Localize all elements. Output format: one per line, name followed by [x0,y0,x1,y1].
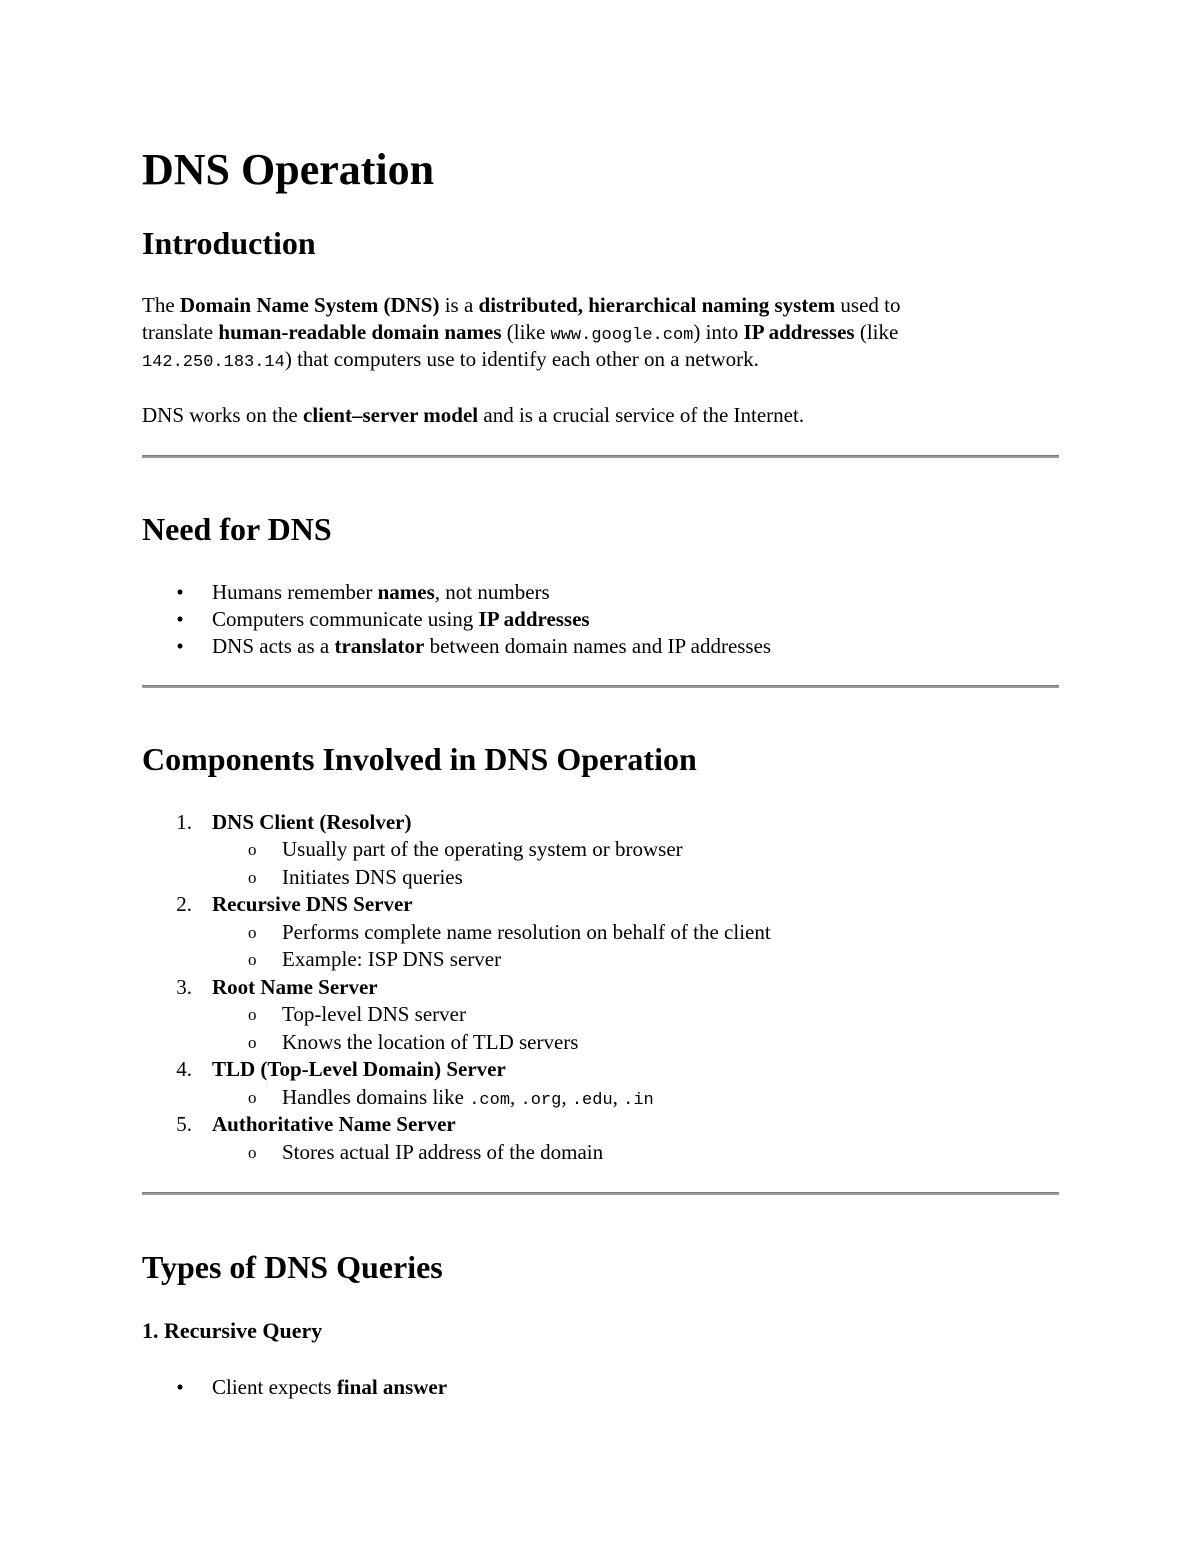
recursive-query-heading: 1. Recursive Query [142,1318,323,1343]
bullet-icon: • [176,634,184,658]
circle-bullet-icon: o [248,868,257,887]
bullet-icon: • [176,607,184,631]
circle-bullet-icon: o [248,840,257,859]
components-heading: Components Involved in DNS Operation [142,741,697,777]
need-heading: Need for DNS [142,511,332,547]
divider [142,685,1059,688]
bullet-icon: • [176,1375,184,1399]
bullet-icon: • [176,580,184,604]
intro-paragraph-line-2: translate human-readable domain names (like www.google.com) into IP addresses (like [142,320,899,345]
divider [142,455,1059,458]
intro-paragraph-2: DNS works on the client–server model and is a crucial service of the Internet. [142,403,805,427]
circle-bullet-icon: o [248,1143,257,1162]
intro-paragraph-line-1: The Domain Name System (DNS) is a distributed, hierarchical naming system used to [142,293,901,317]
circle-bullet-icon: o [248,1033,257,1052]
page-title: DNS Operation [142,145,435,194]
intro-paragraph-line-3: 142.250.183.14) that computers use to identify each other on a network. [142,347,759,372]
circle-bullet-icon: o [248,923,257,942]
circle-bullet-icon: o [248,1088,257,1107]
circle-bullet-icon: o [248,950,257,969]
queries-heading: Types of DNS Queries [142,1249,443,1285]
circle-bullet-icon: o [248,1005,257,1024]
divider [142,1192,1059,1195]
intro-heading: Introduction [142,225,316,261]
